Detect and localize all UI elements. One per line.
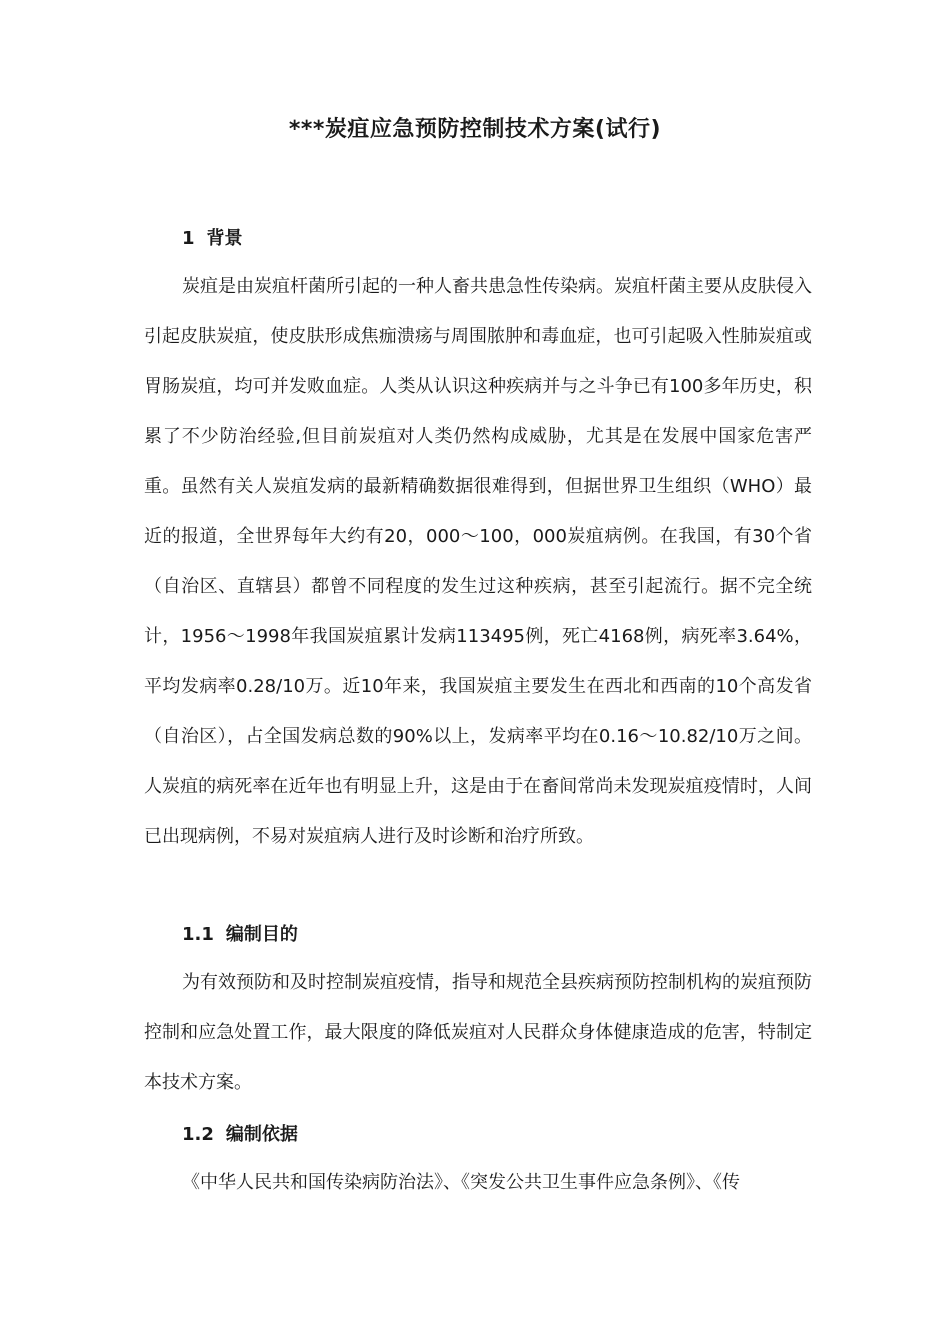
section-number: 1.2 [182, 1124, 214, 1145]
section-number: 1.1 [182, 924, 214, 945]
section-heading-background [182, 224, 243, 250]
section-heading-basis [182, 1120, 298, 1146]
document-title: ***炭疽应急预防控制技术方案(试行) [288, 117, 662, 142]
background-paragraph: 炭疽是由炭疽杆菌所引起的一种人畜共患急性传染病。炭疽杆菌主要从皮肤侵入引起皮肤炭疽，使皮肤形成焦痂溃疡与周围脓肿和毒血症，也可引起吸入性肺炭疽或胃肠炭疽，均可并发败血症。人类从认识这种疾病并与之斗争已有100多年历史，积累了不少防治经验,但目前炭疽对人类仍然构成威胁，尤其是在发展中国家危害严重。虽然有关人炭疽发病的最新精确数据很难得到，但据世界卫生组织（WHO）最近的报道，全世界每年大约有20，000～100，000炭疽病例。在我国，有30个省（自治区、直辖县）都曾不同程度的发生过这种疾病，甚至引起流行。据不完全统计，1956～1998年我国炭疽累计发病113495例，死亡4168例，病死率3.64%，平均发病率0.28/10万。近10年来，我国炭疽主要发生在西北和西南的10个高发省（自治区），占全国发病总数的90%以上，发病率平均在0.16～10.82/10万之间。人炭疽的病死率在近年也有明显上升，这是由于在畜间常尚未发现炭疽疫情时，人间已出现病例，不易对炭疽病人进行及时诊断和治疗所致。 [144, 276, 812, 847]
section-title: 编制依据 [225, 1124, 298, 1145]
purpose-paragraph: 为有效预防和及时控制炭疽疫情，指导和规范全县疾病预防控制机构的炭疽预防控制和应急处置工作，最大限度的降低炭疽对人民群众身体健康造成的危害，特制定本技术方案。 [144, 972, 812, 1093]
section-heading-purpose [182, 920, 298, 946]
section-title: 编制目的 [225, 924, 298, 945]
section-title: 背景 [206, 228, 243, 249]
basis-paragraph: 《中华人民共和国传染病防治法》、《突发公共卫生事件应急条例》、《传 [182, 1172, 740, 1193]
section-number: 1 [182, 228, 195, 249]
